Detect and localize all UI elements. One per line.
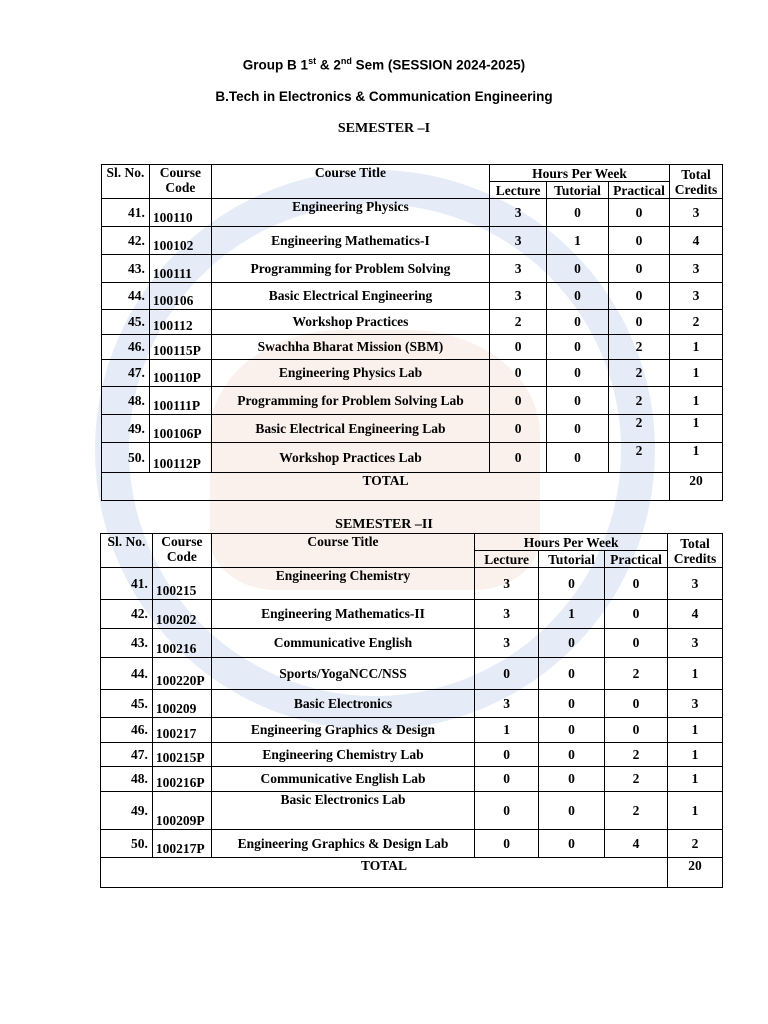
semester1-table	[101, 164, 723, 501]
sl-no-cell: 45.	[101, 690, 153, 718]
sl-no-cell: 50.	[102, 443, 150, 473]
table-row	[101, 743, 723, 767]
practical-hours-cell: 2	[609, 360, 670, 387]
document-heading-program: B.Tech in Electronics & Communication Engineering	[215, 89, 553, 104]
practical-hours-cell: 2	[609, 443, 670, 473]
practical-hours-cell: 2	[605, 658, 668, 690]
course-code-cell: 100102	[149, 227, 211, 255]
course-code-cell: 100111P	[149, 387, 211, 415]
total-row	[101, 858, 723, 888]
lecture-hours-cell: 0	[490, 443, 547, 473]
lecture-hours-cell: 1	[475, 718, 539, 743]
sl-no-cell: 43.	[101, 629, 153, 658]
sl-no-cell: 45.	[102, 310, 150, 335]
lecture-hours-cell: 3	[475, 600, 539, 629]
lecture-hours-cell: 0	[490, 415, 547, 443]
tutorial-hours-cell: 0	[547, 415, 609, 443]
credits-cell: 1	[667, 743, 722, 767]
sl-no-cell: 44.	[102, 283, 150, 310]
tutorial-hours-cell: 0	[539, 658, 605, 690]
table-row	[101, 568, 723, 600]
table-row	[101, 830, 723, 858]
tutorial-hours-cell: 0	[539, 718, 605, 743]
credits-cell: 1	[667, 792, 722, 830]
sl-no-cell: 48.	[102, 387, 150, 415]
column-header-practical: Practical	[609, 182, 670, 199]
credits-cell: 1	[669, 415, 722, 443]
course-title-cell: Workshop Practices Lab	[211, 443, 489, 473]
course-code-cell: 100216	[152, 629, 211, 658]
course-code-cell: 100112	[149, 310, 211, 335]
sl-no-cell: 48.	[101, 767, 153, 792]
column-header-total-credits: Total Credits	[667, 534, 722, 568]
table-row	[102, 387, 723, 415]
practical-hours-cell: 0	[605, 718, 668, 743]
heading-text: Group B 1	[242, 57, 309, 73]
credits-cell: 1	[667, 658, 722, 690]
course-title-cell: Engineering Physics Lab	[211, 360, 489, 387]
credits-cell: 1	[669, 387, 722, 415]
sl-no-cell: 47.	[101, 743, 153, 767]
sl-no-cell: 49.	[102, 415, 150, 443]
course-title-cell: Swachha Bharat Mission (SBM)	[211, 335, 489, 360]
sl-no-cell: 43.	[102, 255, 150, 283]
course-title-cell: Engineering Mathematics-I	[211, 227, 489, 255]
course-title-cell: Basic Electrical Engineering Lab	[211, 415, 489, 443]
practical-hours-cell: 2	[609, 415, 670, 443]
practical-hours-cell: 4	[605, 830, 668, 858]
practical-hours-cell: 0	[609, 283, 670, 310]
sl-no-cell: 46.	[101, 718, 153, 743]
practical-hours-cell: 0	[605, 629, 668, 658]
tutorial-hours-cell: 0	[539, 690, 605, 718]
credits-cell: 1	[669, 360, 722, 387]
table-row	[102, 415, 723, 443]
table-row	[101, 792, 723, 830]
column-header-course-code: Course Code	[149, 165, 211, 199]
column-header-total-credits: Total Credits	[669, 165, 722, 199]
table-row	[102, 199, 723, 227]
heading-sup: st	[308, 56, 317, 66]
heading-text: Sem (SESSION 2024-2025)	[351, 57, 526, 73]
credits-cell: 4	[667, 600, 722, 629]
lecture-hours-cell: 0	[475, 830, 539, 858]
credits-cell: 3	[669, 255, 722, 283]
semester2-table	[100, 533, 723, 888]
course-code-cell: 100215P	[152, 743, 211, 767]
credits-cell: 1	[667, 767, 722, 792]
course-code-cell: 100202	[152, 600, 211, 629]
course-title-cell: Basic Electrical Engineering	[211, 283, 489, 310]
column-header-lecture: Lecture	[490, 182, 547, 199]
practical-hours-cell: 2	[605, 767, 668, 792]
sl-no-cell: 49.	[101, 792, 153, 830]
practical-hours-cell: 2	[605, 792, 668, 830]
credits-cell: 4	[669, 227, 722, 255]
lecture-hours-cell: 0	[475, 767, 539, 792]
tutorial-hours-cell: 1	[547, 227, 609, 255]
document-heading-session	[0, 56, 768, 73]
course-code-cell: 100217	[152, 718, 211, 743]
total-credits-value: 20	[667, 858, 722, 888]
sl-no-cell: 50.	[101, 830, 153, 858]
heading-text: & 2	[316, 57, 341, 73]
table-row	[101, 600, 723, 629]
column-header-lecture: Lecture	[475, 551, 539, 568]
practical-hours-cell: 2	[605, 743, 668, 767]
total-row	[102, 473, 723, 501]
lecture-hours-cell: 0	[490, 387, 547, 415]
course-title-cell: Basic Electronics	[211, 690, 474, 718]
heading-sup: nd	[340, 56, 352, 66]
semester2-title: SEMESTER –II	[335, 517, 433, 532]
credits-cell: 3	[667, 629, 722, 658]
course-code-cell: 100216P	[152, 767, 211, 792]
sl-no-cell: 46.	[102, 335, 150, 360]
column-header-tutorial: Tutorial	[547, 182, 609, 199]
tutorial-hours-cell: 0	[539, 792, 605, 830]
course-title-cell: Basic Electronics Lab	[211, 792, 474, 830]
practical-hours-cell: 0	[605, 600, 668, 629]
course-title-cell: Engineering Physics	[211, 199, 489, 227]
column-header-course-code: Course Code	[152, 534, 211, 568]
lecture-hours-cell: 0	[490, 360, 547, 387]
tutorial-hours-cell: 0	[539, 629, 605, 658]
course-code-cell: 100106P	[149, 415, 211, 443]
course-code-cell: 100209	[152, 690, 211, 718]
credits-cell: 1	[669, 335, 722, 360]
course-title-cell: Engineering Graphics & Design	[211, 718, 474, 743]
course-code-cell: 100110P	[149, 360, 211, 387]
course-title-cell: Engineering Chemistry Lab	[211, 743, 474, 767]
table-row	[102, 227, 723, 255]
course-code-cell: 100115P	[149, 335, 211, 360]
table-row	[101, 690, 723, 718]
credits-cell: 3	[667, 568, 722, 600]
tutorial-hours-cell: 1	[539, 600, 605, 629]
sl-no-cell: 44.	[101, 658, 153, 690]
practical-hours-cell: 2	[609, 387, 670, 415]
practical-hours-cell: 0	[609, 227, 670, 255]
sl-no-cell: 42.	[101, 600, 153, 629]
practical-hours-cell: 0	[605, 568, 668, 600]
lecture-hours-cell: 3	[475, 568, 539, 600]
credits-cell: 1	[669, 443, 722, 473]
course-code-cell: 100106	[149, 283, 211, 310]
column-header-course-title: Course Title	[211, 534, 474, 568]
tutorial-hours-cell: 0	[539, 830, 605, 858]
course-code-cell: 100215	[152, 568, 211, 600]
tutorial-hours-cell: 0	[547, 335, 609, 360]
sl-no-cell: 42.	[102, 227, 150, 255]
course-code-cell: 100111	[149, 255, 211, 283]
lecture-hours-cell: 3	[490, 199, 547, 227]
column-header-practical: Practical	[605, 551, 668, 568]
course-title-cell: Engineering Graphics & Design Lab	[211, 830, 474, 858]
course-title-cell: Communicative English Lab	[211, 767, 474, 792]
course-title-cell: Sports/YogaNCC/NSS	[211, 658, 474, 690]
tutorial-hours-cell: 0	[547, 360, 609, 387]
sl-no-cell: 47.	[102, 360, 150, 387]
total-credits-value: 20	[669, 473, 722, 501]
credits-cell: 2	[667, 830, 722, 858]
sl-no-cell: 41.	[102, 199, 150, 227]
lecture-hours-cell: 3	[475, 629, 539, 658]
practical-hours-cell: 0	[609, 310, 670, 335]
tutorial-hours-cell: 0	[547, 387, 609, 415]
course-title-cell: Workshop Practices	[211, 310, 489, 335]
tutorial-hours-cell: 0	[547, 310, 609, 335]
course-title-cell: Engineering Mathematics-II	[211, 600, 474, 629]
course-title-cell: Communicative English	[211, 629, 474, 658]
lecture-hours-cell: 3	[490, 283, 547, 310]
course-title-cell: Engineering Chemistry	[211, 568, 474, 600]
credits-cell: 3	[669, 199, 722, 227]
table-row	[102, 255, 723, 283]
table-row	[101, 718, 723, 743]
practical-hours-cell: 0	[609, 199, 670, 227]
tutorial-hours-cell: 0	[539, 568, 605, 600]
lecture-hours-cell: 3	[490, 227, 547, 255]
table-row	[102, 335, 723, 360]
table-row	[101, 767, 723, 792]
table-row	[101, 629, 723, 658]
column-header-course-title: Course Title	[211, 165, 489, 199]
lecture-hours-cell: 3	[490, 255, 547, 283]
semester1-title: SEMESTER –I	[337, 121, 431, 136]
course-code-cell: 100217P	[152, 830, 211, 858]
credits-cell: 1	[667, 718, 722, 743]
column-header-sl-no: Sl. No.	[102, 165, 150, 199]
course-title-cell: Programming for Problem Solving	[211, 255, 489, 283]
column-header-tutorial: Tutorial	[539, 551, 605, 568]
tutorial-hours-cell: 0	[539, 767, 605, 792]
table-row	[101, 658, 723, 690]
table-row	[102, 310, 723, 335]
course-code-cell: 100209P	[152, 792, 211, 830]
lecture-hours-cell: 0	[475, 792, 539, 830]
tutorial-hours-cell: 0	[547, 283, 609, 310]
lecture-hours-cell: 2	[490, 310, 547, 335]
tutorial-hours-cell: 0	[547, 443, 609, 473]
table-row	[102, 443, 723, 473]
credits-cell: 2	[669, 310, 722, 335]
total-label: TOTAL	[101, 858, 668, 888]
course-code-cell: 100112P	[149, 443, 211, 473]
lecture-hours-cell: 0	[490, 335, 547, 360]
column-header-sl-no: Sl. No.	[101, 534, 153, 568]
course-title-cell: Programming for Problem Solving Lab	[211, 387, 489, 415]
sl-no-cell: 41.	[101, 568, 153, 600]
lecture-hours-cell: 0	[475, 743, 539, 767]
total-label: TOTAL	[102, 473, 670, 501]
lecture-hours-cell: 0	[475, 658, 539, 690]
credits-cell: 3	[669, 283, 722, 310]
practical-hours-cell: 2	[609, 335, 670, 360]
column-header-hours-per-week: Hours Per Week	[490, 165, 670, 182]
practical-hours-cell: 0	[609, 255, 670, 283]
practical-hours-cell: 0	[605, 690, 668, 718]
course-code-cell: 100110	[149, 199, 211, 227]
column-header-hours-per-week: Hours Per Week	[475, 534, 668, 551]
table-row	[102, 283, 723, 310]
credits-cell: 3	[667, 690, 722, 718]
course-code-cell: 100220P	[152, 658, 211, 690]
tutorial-hours-cell: 0	[547, 199, 609, 227]
tutorial-hours-cell: 0	[547, 255, 609, 283]
tutorial-hours-cell: 0	[539, 743, 605, 767]
table-row	[102, 360, 723, 387]
lecture-hours-cell: 3	[475, 690, 539, 718]
